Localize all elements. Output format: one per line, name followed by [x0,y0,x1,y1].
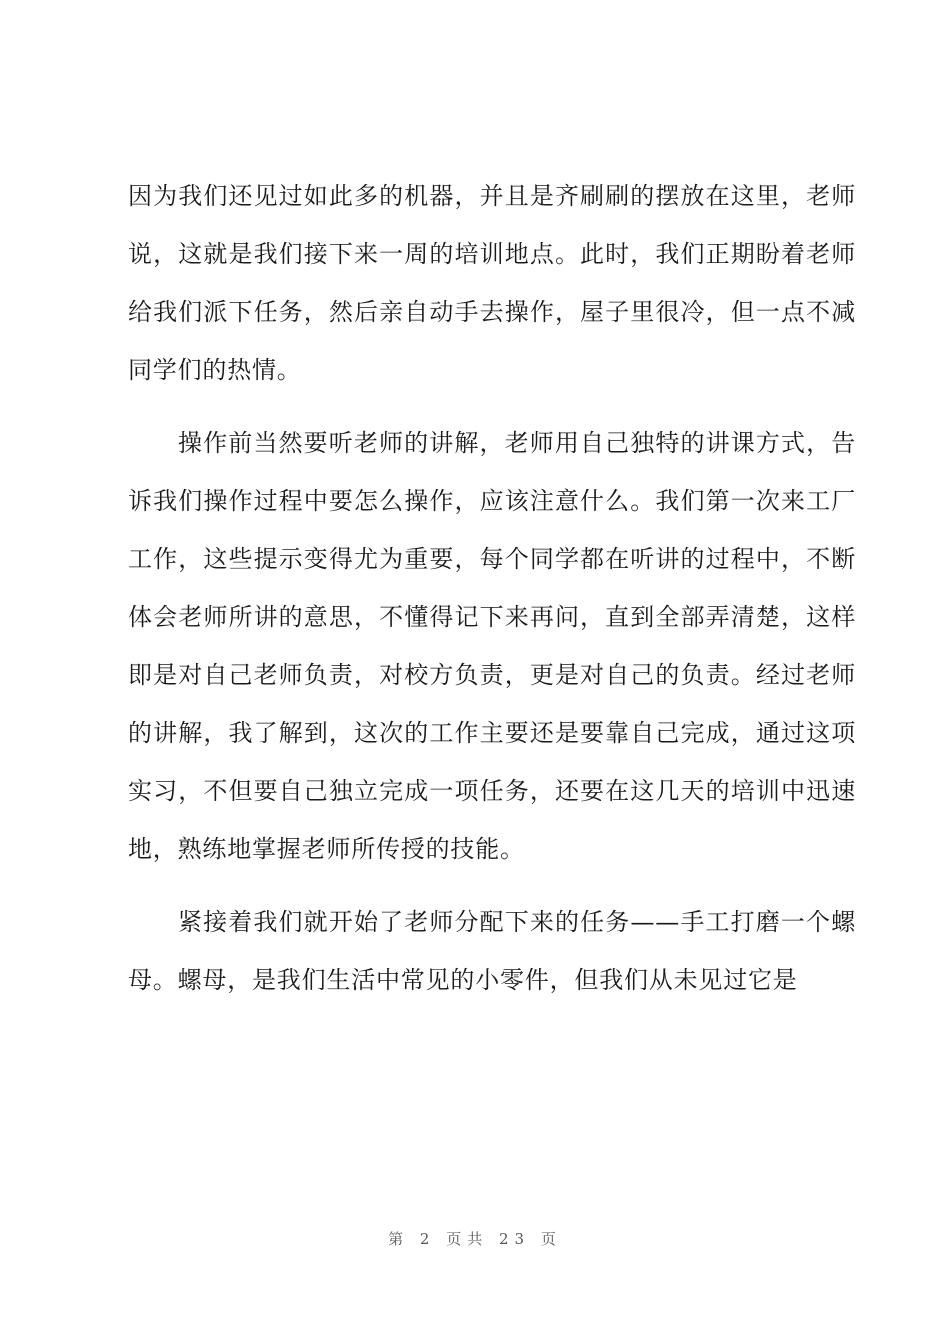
footer-suffix: 页 [540,1230,562,1248]
paragraph-1: 因为我们还见过如此多的机器，并且是齐刷刷的摆放在这里，老师说，这就是我们接下来一周的培训地点。此时，我们正期盼着老师给我们派下任务，然后亲自动手去操作，屋子里很冷，但一点不减同学们的热情。 [128,182,856,384]
paragraph-2: 操作前当然要听老师的讲解，老师用自己独特的讲课方式，告诉我们操作过程中要怎么操作，应该注意什么。我们第一次来工厂工作，这些提示变得尤为重要，每个同学都在听讲的过程中，不断体会老师所讲的意思，不懂得记下来再问，直到全部弄清楚，这样即是对自己老师负责，对校方负责，更是对自己的负责。经过老师的讲解，我了解到，这次的工作主要还是要靠自己完成，通过这项实习，不但要自己独立完成一项任务，还要在这几天的培训中迅速地，熟练地掌握老师所传授的技能。 [128,429,856,863]
footer-current-page: 2 [419,1230,436,1248]
footer-prefix: 第 [388,1230,410,1248]
paragraph-3: 紧接着我们就开始了老师分配下来的任务——手工打磨一个螺母。螺母，是我们生活中常见的小零件，但我们从未见过它是 [128,908,856,994]
document-body [128,167,856,1009]
footer-middle: 页共 [446,1230,489,1248]
page-footer [0,1228,950,1249]
footer-total-pages: 23 [499,1230,531,1248]
